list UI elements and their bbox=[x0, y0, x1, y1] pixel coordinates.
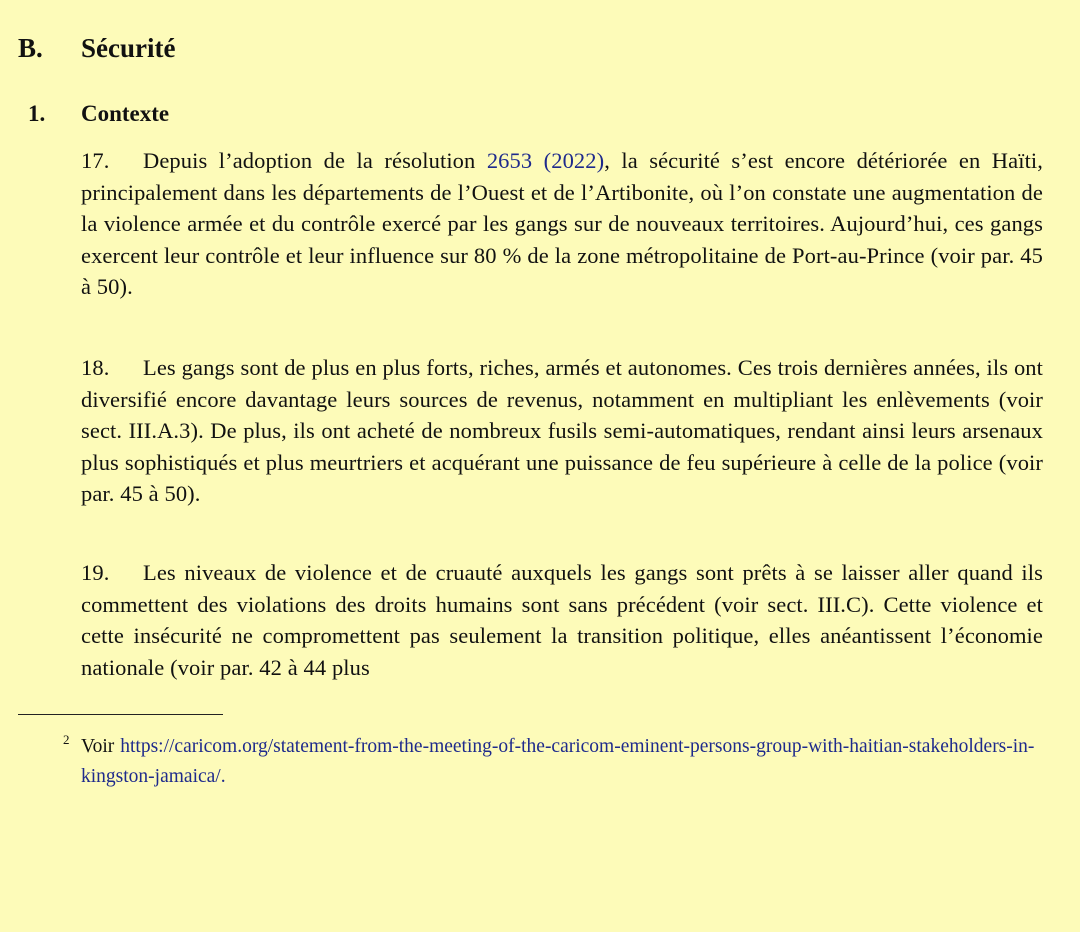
section-heading bbox=[18, 30, 175, 66]
section-title: Sécurité bbox=[81, 33, 176, 63]
paragraph-17 bbox=[81, 145, 1043, 303]
subsection-heading bbox=[28, 98, 169, 130]
resolution-link[interactable]: 2653 (2022) bbox=[486, 148, 605, 173]
footnote-label: Voir bbox=[81, 736, 115, 757]
paragraph-number: 19. bbox=[81, 560, 110, 585]
footnote-url-link[interactable]: https://caricom.org/statement-from-the-meeting-of-the-caricom-eminent-persons-group-with-haitian-stakeholders-in-kingston-jamaica/. bbox=[81, 736, 1035, 787]
footnote-mark: 2 bbox=[63, 732, 70, 747]
subsection-number: 1. bbox=[28, 101, 46, 126]
paragraph-19 bbox=[81, 557, 1043, 685]
paragraph-text: Les gangs sont de plus en plus forts, riches, armés et autonomes. Ces trois dernières années, ils ont diversifié encore davantage leurs sources de revenus, notamment en multipliant les enlèvements (voir sect. III.A.3). De plus, ils ont acheté de nombreux fusils semi-automatiques, rendant ainsi leurs arsenaux plus sophistiqués et plus meurtriers et acquérant une puissance de feu supérieure à celle de la police (voir par. 45 à 50). bbox=[81, 355, 1043, 507]
paragraph-text: , la sécurité s’est encore détériorée en Haïti, principalement dans les départements de l’Ouest et de l’Artibonite, où l’on constate une augmentation de la violence armée et du contrôle exercé par les gangs sur de nouveaux territoires. Aujourd’hui, ces gangs exercent leur contrôle et leur influence sur 80 % de la zone métropolitaine de Port-au-Prince (voir par. 45 à 50). bbox=[81, 148, 1043, 300]
paragraph-number: 17. bbox=[81, 148, 110, 173]
subsection-title: Contexte bbox=[81, 101, 170, 126]
footnote-separator bbox=[18, 714, 223, 715]
paragraph-text: Depuis l’adoption de la résolution bbox=[143, 148, 487, 173]
paragraph-text: Les niveaux de violence et de cruauté auxquels les gangs sont prêts à se laisser aller quand ils commettent des violations des droits humains sont sans précédent (voir sect. III.C). Cette violence et cette insécurité ne compromettent pas seulement la transition politique, elles anéantissent l’économie nationale (voir par. 42 à 44 plus bbox=[81, 560, 1043, 680]
section-number: B. bbox=[18, 33, 43, 63]
paragraph-18 bbox=[81, 352, 1043, 510]
footnote bbox=[63, 732, 1043, 792]
paragraph-number: 18. bbox=[81, 355, 110, 380]
